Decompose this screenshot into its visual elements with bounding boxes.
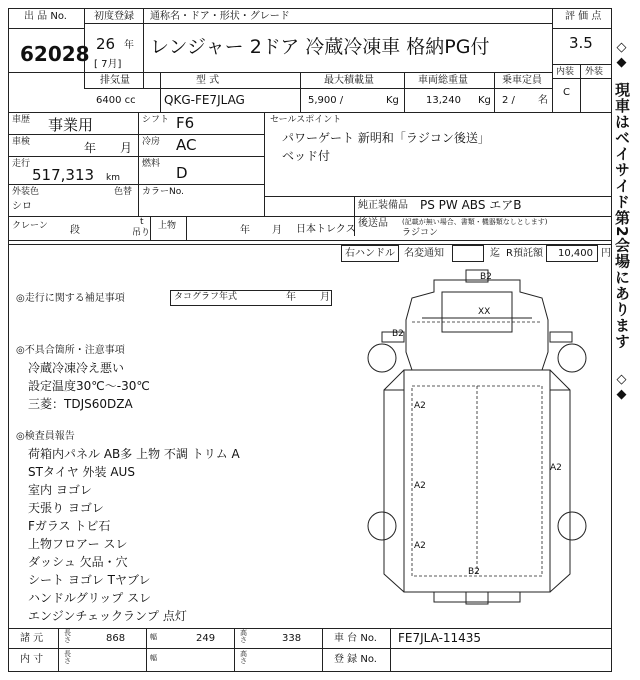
inspector-line: エンジンチェックランプ 点灯 (28, 609, 187, 623)
divider (8, 184, 264, 185)
divider (8, 112, 612, 113)
reg-month: [ 7月] (94, 59, 122, 70)
diamond-icon: ◇◆ (614, 372, 629, 402)
divider (84, 88, 552, 89)
divider (352, 240, 612, 241)
inspector-line: シート ヨゴレ Tヤブレ (28, 573, 151, 587)
shift-label: シフト (142, 115, 170, 125)
divider (552, 28, 612, 29)
inspection-year: 年 (84, 141, 97, 155)
divider (234, 628, 235, 672)
mileage-label: 走行 (12, 159, 31, 169)
divider (138, 112, 139, 216)
r-amount: 10,400 (558, 248, 593, 259)
upper-year: 年 (240, 225, 250, 236)
mileage-unit: km (106, 173, 120, 183)
divider (8, 216, 612, 217)
reg-year: 26 (96, 35, 116, 53)
max-load: 5,900 / (308, 95, 344, 106)
grade-label: 評 価 点 (565, 11, 602, 22)
diamond-icon: ◇◆ (614, 40, 629, 70)
capacity-unit: 名 (538, 95, 548, 106)
model-code: QKG-FE7JLAG (164, 93, 245, 107)
mark-label: B2 (468, 567, 480, 577)
mark-label: XX (478, 307, 491, 317)
upper-month: 月 (272, 225, 282, 236)
defects-label: ◎不具合箇所・注意事項 (16, 345, 125, 356)
divider (494, 72, 495, 112)
aftermarket-note: (記載が無い場合、書類・機器類なしとします) (402, 218, 548, 226)
inspector-line: STタイヤ 外装 AUS (28, 465, 135, 479)
divider (264, 112, 265, 216)
grade-score: 3.5 (569, 34, 593, 52)
crane-lift: 吊り (132, 228, 151, 238)
divider (186, 216, 187, 240)
width-label: 幅 (150, 633, 157, 641)
gross-weight-label: 車両総重量 (418, 75, 468, 86)
mark-label: B2 (480, 272, 492, 282)
divider (8, 72, 552, 73)
model-name: レンジャー 2ドア 冷蔵冷凍車 格納PG付 (150, 36, 490, 58)
divider (404, 72, 405, 112)
inspector-line: 天張り ヨゴレ (28, 501, 104, 515)
max-load-unit: Kg (386, 95, 399, 106)
divider (8, 648, 612, 649)
inspector-line: 室内 ヨゴレ (28, 483, 92, 497)
divider (300, 72, 301, 112)
equipment: PS PW ABS エアB (420, 198, 522, 212)
tacho-month: 月 (320, 292, 330, 303)
divider (264, 196, 612, 197)
divider (552, 64, 612, 65)
vehicle-diagram (342, 262, 612, 626)
divider (146, 628, 147, 672)
dims-label: 諸 元 (20, 633, 44, 644)
mileage: 517,313 (32, 166, 95, 184)
capacity-label: 乗車定員 (502, 75, 542, 86)
history-label: 車歴 (12, 115, 31, 125)
max-load-label: 最大積載量 (324, 75, 374, 86)
aftermarket-label: 後送品 (358, 218, 388, 229)
mark-label: A2 (414, 481, 426, 491)
ext-color: シロ (12, 201, 32, 212)
lot-number: 62028 (20, 42, 90, 66)
name-change-box (452, 245, 484, 262)
divider (58, 628, 59, 672)
inspection-month: 月 (120, 141, 133, 155)
in-width-label: 幅 (150, 654, 157, 662)
crane-label: クレーン (12, 221, 48, 231)
divider (84, 23, 552, 24)
color-change-label: 色替 (114, 187, 133, 197)
color-no-label: カラーNo. (142, 187, 184, 197)
height-label: 高さ (240, 629, 247, 644)
crane-stage: 段 (70, 225, 80, 236)
interior-label: 内装 (556, 67, 575, 77)
tacho-label: タコグラフ年式 (174, 292, 238, 302)
in-height-label: 高さ (240, 650, 247, 665)
tacho-year: 年 (286, 292, 296, 303)
displacement-label: 排気量 (100, 75, 130, 86)
gross-weight-unit: Kg (478, 95, 491, 106)
height: 338 (282, 633, 302, 644)
supplement-label: ◎走行に関する補足事項 (16, 293, 125, 304)
divider (8, 628, 612, 629)
interior-score: C (563, 87, 570, 98)
first-reg-label: 初度登録 (94, 11, 134, 22)
ac-label: 冷房 (142, 137, 161, 147)
reg-no-label: 登 録 No. (334, 654, 377, 665)
defect-line: 設定温度30℃～-30℃ (28, 379, 150, 393)
reg-year-unit: 年 (124, 40, 134, 51)
ac: AC (176, 136, 197, 154)
divider (8, 134, 264, 135)
interior-dims-label: 内 寸 (20, 654, 44, 665)
crane-ton: t (140, 217, 144, 227)
name-change-label: 名変通知 (404, 248, 444, 259)
inspector-line: ダッシュ 欠品・穴 (28, 555, 128, 569)
divider (8, 156, 264, 157)
divider (160, 72, 161, 112)
gross-weight: 13,240 (426, 95, 461, 106)
divider (552, 8, 553, 112)
divider (8, 244, 612, 245)
lot-label: 出 品 No. (24, 11, 67, 22)
chassis-label: 車 台 No. (334, 633, 377, 644)
aftermarket: ラジコン (402, 228, 439, 238)
model-name-label: 通称名・ドア・形状・グレード (150, 11, 290, 22)
sales-point-1: パワーゲート 新明和「ラジコン後送」 (282, 131, 490, 145)
fuel-label: 燃料 (142, 159, 161, 169)
chassis-no: FE7JLA-11435 (398, 631, 482, 645)
upper-maker: 日本トレクス (296, 224, 356, 235)
divider (390, 628, 391, 672)
width: 249 (196, 633, 216, 644)
mark-label: A2 (414, 401, 426, 411)
r-label: R預託額 (506, 248, 543, 259)
inspector-line: 荷箱内パネル AB多 上物 不調 トリム A (28, 447, 240, 461)
divider (580, 64, 581, 112)
inspector-line: 上物フロアー スレ (28, 537, 128, 551)
mark-label: A2 (550, 463, 562, 473)
inspector-line: Fガラス トビ石 (28, 519, 111, 533)
defect-line: 三菱：TDJS60DZA (28, 397, 133, 411)
divider (8, 28, 84, 29)
r-unit: 円 (601, 248, 611, 259)
divider (150, 216, 151, 240)
equipment-label: 純正装備品 (358, 200, 408, 211)
displacement: 6400 cc (96, 95, 136, 106)
divider (8, 240, 354, 241)
defect-line: 冷蔵冷凍冷え悪い (28, 361, 125, 375)
length-label: 長さ (64, 629, 71, 644)
history: 事業用 (48, 116, 94, 134)
upper-label: 上物 (158, 221, 177, 231)
steer: 右ハンドル (345, 248, 395, 259)
inspector-label: ◎検査員報告 (16, 431, 75, 442)
capacity: 2 / (502, 95, 515, 106)
shift: F6 (176, 114, 195, 132)
divider (552, 78, 612, 79)
length: 868 (106, 633, 126, 644)
in-length-label: 長さ (64, 650, 71, 665)
deadline: 迄 (490, 248, 500, 259)
inspector-line: ハンドルグリップ スレ (28, 591, 152, 605)
mark-label: B2 (392, 329, 404, 339)
divider (322, 628, 323, 672)
exterior-label: 外装 (585, 67, 604, 77)
venue-note: 現車はベイサイド第2会場にあります (613, 82, 631, 350)
ext-color-label: 外装色 (12, 187, 40, 197)
divider (143, 8, 144, 88)
sales-point-label: セールスポイント (270, 115, 342, 125)
inspection-label: 車検 (12, 137, 31, 147)
sales-point-2: ベッド付 (282, 149, 331, 163)
fuel: D (176, 164, 188, 182)
model-code-label: 型 式 (196, 75, 220, 86)
mark-label: A2 (414, 541, 426, 551)
